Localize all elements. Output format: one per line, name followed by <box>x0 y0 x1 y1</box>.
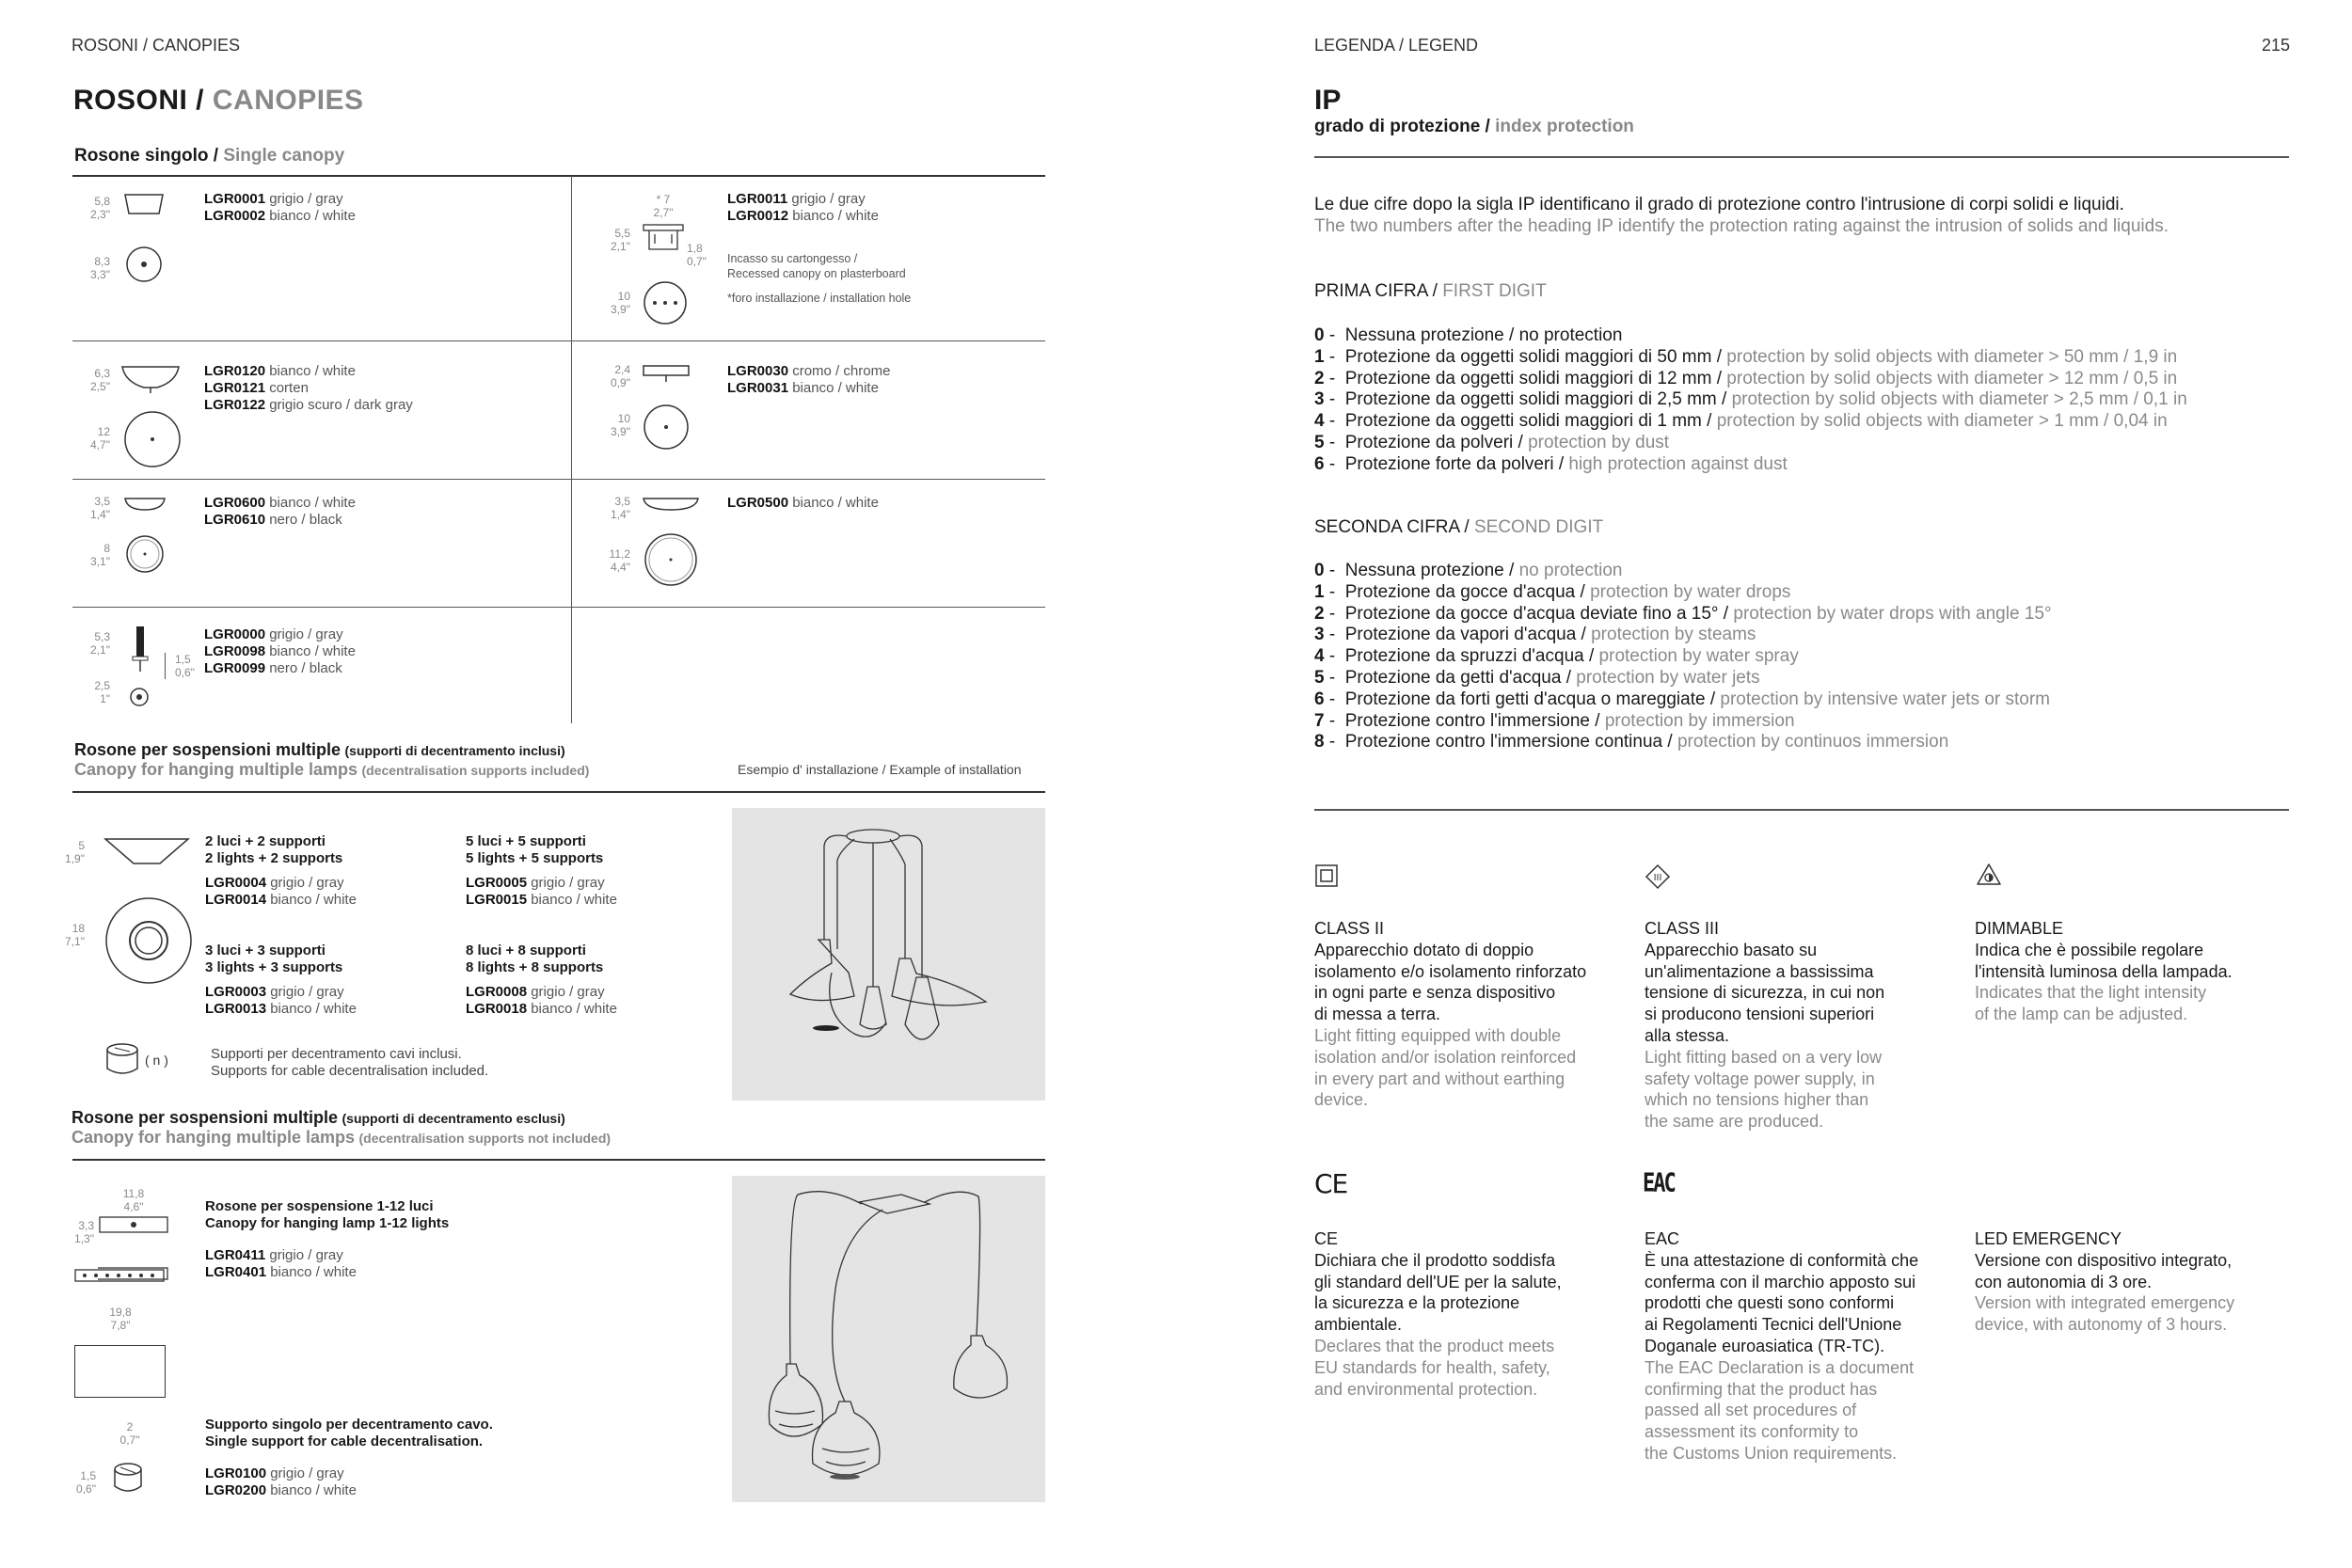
dim-diameter: 10 <box>617 412 630 425</box>
bar-canopy-top-drawing <box>73 1268 167 1285</box>
product-row: LGR0610 nero / black <box>204 512 342 528</box>
first-digit-row: 2 - Protezione da oggetti solidi maggiori di 12 mm / protection by solid objects with diameter > 12 mm / 0,5 in <box>1314 368 2178 388</box>
legend-en: Version with integrated emergency device, with autonomy of 3 hours. <box>1975 1293 2235 1335</box>
dim-height: 3,3 <box>78 1219 94 1232</box>
multi-excl-it-note: (supporti di decentramento esclusi) <box>342 1111 565 1126</box>
legend-en: Indicates that the light intensity of the lamp can be adjusted. <box>1975 983 2207 1024</box>
cell-lgr0001 <box>72 183 571 334</box>
product-row: LGR0030 cromo / chrome <box>727 363 891 379</box>
dim-side-in: 0,6" <box>175 666 195 679</box>
legend-title: LED EMERGENCY <box>1975 1229 2122 1248</box>
eac-icon: EAC <box>1643 1168 1675 1199</box>
dim-height-in: 2,3" <box>90 208 110 221</box>
canopy-side-drawing <box>119 363 182 395</box>
dim-height-in: 2,1" <box>90 643 110 657</box>
table-rule <box>72 479 1045 480</box>
cell-lgr0000 <box>72 619 571 722</box>
legend-title: CLASS II <box>1314 919 1385 938</box>
multi-excl-en-note: (decentralisation supports not included) <box>358 1131 612 1146</box>
multi-incl-it: Rosone per sospensioni multiple <box>74 740 342 759</box>
multi-excl-en: Canopy for hanging multiple lamps <box>72 1128 356 1147</box>
canopy-top-drawing <box>123 244 165 285</box>
table-rule <box>72 175 1045 177</box>
legend-en: Declares that the product meets EU standards for health, safety, and environmental protection. <box>1314 1336 1555 1399</box>
dim-height: 5 <box>78 839 85 852</box>
legend-it: Apparecchio dotato di doppio isolamento e/o isolamento rinforzato in ogni parte e senza dispositivo di messa a terra. <box>1314 940 1587 1024</box>
first-digit-row: 3 - Protezione da oggetti solidi maggiori di 2,5 mm / protection by solid objects with diameter > 2,5 mm / 0,1 in <box>1314 389 2187 410</box>
dim-height: 3,5 <box>614 495 630 508</box>
single-heading-en: Single canopy <box>223 146 345 166</box>
product-row: LGR0401 bianco / white <box>205 1264 357 1280</box>
canopy-top-drawing <box>121 408 183 470</box>
first-digit-list <box>1314 325 2187 476</box>
multi-excl-heading <box>72 1108 611 1148</box>
dim-height-in: 1,3" <box>74 1232 94 1245</box>
legend-title: CE <box>1314 1229 1339 1248</box>
section-rule <box>72 1159 1045 1161</box>
group-5-lights: 5 luci + 5 supporti 5 lights + 5 supports LGR0005 grigio / gray LGR0015 bianco / white <box>466 833 617 908</box>
product-row: LGR0099 nero / black <box>204 660 342 676</box>
dim-top-in: 2,7" <box>653 206 674 219</box>
class-ii-icon <box>1314 863 1339 888</box>
dim-diameter: 8,3 <box>94 255 110 268</box>
first-digit-row: 4 - Protezione da oggetti solidi maggiori di 1 mm / protection by solid objects with diameter > 1 mm / 0,04 in <box>1314 411 2168 432</box>
product-list <box>204 626 356 677</box>
product-list <box>727 191 879 225</box>
dim-diameter-in: 3,9" <box>611 425 630 438</box>
legend-it: Apparecchio basato su un'alimentazione a bassissima tensione di sicurezza, in cui non si producono tensioni superiori alla stessa. <box>1645 940 1885 1045</box>
dim-diameter-in: 3,1" <box>90 555 110 568</box>
multi-canopy-top-drawing <box>102 894 196 988</box>
canopy-side-drawing <box>121 191 167 217</box>
dim-height-in: 1,9" <box>65 852 85 865</box>
product-row: LGR0098 bianco / white <box>204 643 356 659</box>
second-digit-heading: SECONDA CIFRA / SECOND DIGIT <box>1314 517 1604 537</box>
canopy-side-drawing <box>121 495 168 515</box>
first-digit-row: 5 - Protezione da polveri / protection by dust <box>1314 432 1670 452</box>
dim-diameter: 2,5 <box>94 679 110 692</box>
second-digit-row: 1 - Protezione da gocce d'acqua / protection by water drops <box>1314 581 1791 602</box>
product-row: LGR0013 bianco / white <box>205 1001 357 1017</box>
product-row: LGR0014 bianco / white <box>205 892 357 908</box>
dim-width: 11,8 <box>122 1187 145 1200</box>
dim-diameter: 12 <box>97 425 110 438</box>
bar-pendant-illustration <box>732 1176 1045 1502</box>
ip-subtitle-it: grado di protezione / <box>1314 117 1490 136</box>
ce-icon: CE <box>1314 1168 1348 1199</box>
dim-height: 6,3 <box>94 367 110 380</box>
second-digit-row: 4 - Protezione da spruzzi d'acqua / protection by water spray <box>1314 646 1799 667</box>
class-iii-icon <box>1645 863 1671 890</box>
legend-ce <box>1314 1228 1625 1400</box>
bar-canopy-box <box>74 1345 166 1398</box>
first-digit-row: 1 - Protezione da oggetti solidi maggiori di 50 mm / protection by solid objects with diameter > 50 mm / 1,9 in <box>1314 346 2178 367</box>
legend-it: Dichiara che il prodotto soddisfa gli standard dell'UE per la salute, la sicurezza e la protezione ambientale. <box>1314 1250 1562 1335</box>
dim-diameter: 11,2 <box>609 547 630 561</box>
right-running-head: LEGENDA / LEGEND <box>1314 36 1479 55</box>
first-digit-row: 0 - Nessuna protezione / no protection <box>1314 325 1623 345</box>
canopy-side-drawing <box>121 625 159 673</box>
second-digit-row: 0 - Nessuna protezione / no protection <box>1314 561 1623 580</box>
dim-width-2: 19,8 <box>109 1306 132 1319</box>
n-label: ( n ) <box>145 1053 168 1068</box>
dim-height: 5,3 <box>94 630 110 643</box>
dim-height-in: 0,9" <box>611 376 630 389</box>
dim-support-width-in: 0,7" <box>119 1433 140 1447</box>
product-row: LGR0005 grigio / gray <box>466 875 605 891</box>
dim-height-in: 2,5" <box>90 380 110 393</box>
title-en: CANOPIES <box>212 85 364 116</box>
product-row: LGR0015 bianco / white <box>466 892 617 908</box>
ip-title: IP <box>1314 85 1342 116</box>
cell-lgr0600 <box>72 489 571 602</box>
single-canopy-heading <box>74 146 344 166</box>
dim-height: 2,4 <box>614 363 630 376</box>
product-row: LGR0011 grigio / gray <box>727 191 866 207</box>
multi-pendant-illustration <box>732 808 1045 1101</box>
left-page-title <box>73 85 364 117</box>
legend-class-iii <box>1645 918 1955 1132</box>
group-2-lights: 2 luci + 2 supporti 2 lights + 2 supports LGR0004 grigio / gray LGR0014 bianco / white <box>205 833 357 908</box>
product-row: LGR0012 bianco / white <box>727 208 879 224</box>
legend-rule <box>1314 809 2289 811</box>
legend-eac <box>1645 1228 1964 1465</box>
canopy-side-drawing <box>640 495 702 515</box>
dim-diameter-in: 4,7" <box>90 438 110 451</box>
dim-height: 3,5 <box>94 495 110 508</box>
ip-intro-it: Le due cifre dopo la sigla IP identificano il grado di protezione contro l'intrusione di corpi solidi e liquidi. <box>1314 195 2124 214</box>
multi-incl-it-note: (supporti di decentramento inclusi) <box>344 743 565 758</box>
multi-canopy-side-drawing <box>102 835 192 869</box>
dim-diameter-in: 1" <box>100 692 110 705</box>
group-3-lights: 3 luci + 3 supporti 3 lights + 3 supports LGR0003 grigio / gray LGR0013 bianco / white <box>205 942 357 1017</box>
legend-title: EAC <box>1645 1229 1680 1248</box>
product-row: LGR0122 grigio scuro / dark gray <box>204 397 413 413</box>
second-digit-row: 5 - Protezione da getti d'acqua / protection by water jets <box>1314 667 1760 688</box>
dim-height-in: 1,4" <box>90 508 110 521</box>
dim-diameter: 8 <box>103 542 110 555</box>
legend-title: DIMMABLE <box>1975 919 2064 938</box>
second-digit-row: 2 - Protezione da gocce d'acqua deviate fino a 15° / protection by water drops with angle 15° <box>1314 603 2052 624</box>
legend-en: The EAC Declaration is a document confirming that the product has passed all set procedures of assessment its conformity to the Customs Union requirements. <box>1645 1357 1915 1463</box>
product-row: LGR0411 grigio / gray <box>205 1247 343 1263</box>
svg-text:III: III <box>1653 873 1662 883</box>
dim-height-in: 1,4" <box>611 508 630 521</box>
section-rule <box>72 791 1045 793</box>
product-row: LGR0120 bianco / white <box>204 363 356 379</box>
dim-width-in: 4,6" <box>123 1200 144 1213</box>
canopy-top-drawing <box>642 531 700 589</box>
product-row: LGR0500 bianco / white <box>727 495 879 511</box>
dim-diameter: 10 <box>617 290 630 303</box>
cell-lgr0011 <box>572 183 1045 334</box>
dim-height-in: 2,1" <box>611 240 630 253</box>
bar-canopy-info: Rosone per sospensione 1-12 luci Canopy for hanging lamp 1-12 lights LGR0411 grigio / gray LGR0401 bianco / white <box>205 1198 450 1280</box>
recessed-note: Incasso su cartongesso / Recessed canopy on plasterboard *foro installazione / installation hole <box>727 252 912 305</box>
recessed-top-drawing <box>642 279 689 326</box>
dim-height: 5,8 <box>94 195 110 208</box>
first-digit-heading: PRIMA CIFRA / FIRST DIGIT <box>1314 281 1547 301</box>
legend-en: Light fitting based on a very low safety voltage power supply, in which no tensions higher than the same are produced. <box>1645 1047 1883 1132</box>
second-digit-row: 6 - Protezione da forti getti d'acqua o mareggiate / protection by intensive water jets or storm <box>1314 689 2050 709</box>
first-digit-row: 6 - Protezione forte da polveri / high protection against dust <box>1314 453 1788 474</box>
ip-subtitle-en: index protection <box>1495 117 1634 136</box>
single-support-drawing <box>109 1460 147 1497</box>
support-note: Supporti per decentramento cavi inclusi. Supports for cable decentralisation included. <box>211 1046 489 1079</box>
product-row: LGR0001 grigio / gray <box>204 191 343 207</box>
canopy-top-drawing <box>642 403 691 451</box>
canopy-side-drawing <box>640 363 692 386</box>
legend-it: Indica che è possibile regolare l'intensità luminosa della lampada. <box>1975 940 2233 981</box>
page-number: 215 <box>2262 36 2291 55</box>
dim-diameter-in: 7,1" <box>65 935 85 948</box>
legend-it: È una attestazione di conformità che conferma con il marchio apposto sui prodotti che questi sono conformi ai Regolamenti Tecnici dell'Unione Doganale euroasiatica (TR-TC). <box>1645 1250 1919 1355</box>
ip-intro-en: The two numbers after the heading IP identify the protection rating against the intrusion of solids and liquids. <box>1314 215 2169 236</box>
installation-example-photo-2 <box>732 1176 1045 1502</box>
dim-height: 5,5 <box>614 227 630 240</box>
recessed-canopy-drawing <box>640 221 687 255</box>
product-row: LGR0002 bianco / white <box>204 208 356 224</box>
cable-support-drawing <box>103 1040 145 1078</box>
product-row: LGR0000 grigio / gray <box>204 626 343 642</box>
multi-incl-en-note: (decentralisation supports included) <box>361 763 590 778</box>
dim-support-width: 2 <box>126 1420 134 1433</box>
product-row: LGR0018 bianco / white <box>466 1001 617 1017</box>
dim-diameter-in: 3,3" <box>90 268 110 281</box>
product-list <box>727 495 879 512</box>
dim-side-in: 0,7" <box>687 255 707 268</box>
product-row: LGR0008 grigio / gray <box>466 984 605 1000</box>
dim-top: * 7 <box>656 193 671 206</box>
legend-class-ii <box>1314 918 1625 1111</box>
ip-intro <box>1314 195 2169 238</box>
left-running-head: ROSONI / CANOPIES <box>72 36 241 55</box>
product-list <box>204 495 356 529</box>
single-heading-it: Rosone singolo / <box>74 146 219 166</box>
product-row: LGR0600 bianco / white <box>204 495 356 511</box>
product-row: LGR0031 bianco / white <box>727 380 879 396</box>
cell-lgr0500 <box>572 489 1045 602</box>
second-digit-list <box>1314 561 2052 753</box>
legend-it: Versione con dispositivo integrato, con autonomia di 3 ore. <box>1975 1250 2233 1291</box>
product-row: LGR0200 bianco / white <box>205 1482 357 1498</box>
product-row: LGR0100 grigio / gray <box>205 1465 344 1481</box>
title-it: ROSONI / <box>73 85 205 116</box>
dim-width-2-in: 7,8" <box>110 1319 131 1332</box>
product-list <box>727 363 890 397</box>
group-8-lights: 8 luci + 8 supporti 8 lights + 8 supports LGR0008 grigio / gray LGR0018 bianco / white <box>466 942 617 1017</box>
product-list <box>204 191 356 225</box>
legend-dimmable <box>1975 918 2285 1025</box>
ip-rule <box>1314 156 2289 158</box>
cell-lgr0030 <box>572 357 1045 475</box>
dim-side: 1,8 <box>687 242 703 255</box>
dim-support-height-in: 0,6" <box>76 1482 96 1496</box>
product-list <box>204 363 413 414</box>
cell-lgr0120 <box>72 357 571 475</box>
dim-diameter: 18 <box>72 922 85 935</box>
ip-subtitle <box>1314 117 1634 137</box>
second-digit-row: 7 - Protezione contro l'immersione / protection by immersion <box>1314 710 1795 731</box>
dim-support-height: 1,5 <box>80 1469 96 1482</box>
legend-led-emergency <box>1975 1228 2285 1336</box>
multi-incl-heading <box>74 740 589 780</box>
product-row: LGR0121 corten <box>204 380 309 396</box>
legend-title: CLASS III <box>1645 919 1720 938</box>
product-row: LGR0004 grigio / gray <box>205 875 344 891</box>
dim-side: 1,5 <box>175 653 191 666</box>
dim-diameter-in: 4,4" <box>611 561 630 574</box>
installation-example-photo <box>732 808 1045 1101</box>
single-support-info: Supporto singolo per decentramento cavo. Single support for cable decentralisation. LGR0100 grigio / gray LGR0200 bianco / white <box>205 1417 493 1498</box>
second-digit-row: 8 - Protezione contro l'immersione continua / protection by continuos immersion <box>1314 732 1949 752</box>
canopy-top-drawing <box>127 685 151 709</box>
legend-en: Light fitting equipped with double isolation and/or isolation reinforced in every part and without earthing device. <box>1314 1025 1577 1110</box>
product-row: LGR0003 grigio / gray <box>205 984 344 1000</box>
multi-incl-en: Canopy for hanging multiple lamps <box>74 760 358 779</box>
multi-excl-it: Rosone per sospensioni multiple <box>72 1108 339 1127</box>
example-label: Esempio d' installazione / Example of installation <box>738 762 1022 777</box>
table-rule <box>72 607 1045 608</box>
canopy-top-drawing <box>123 532 167 576</box>
dimmable-icon <box>1975 862 2003 890</box>
second-digit-row: 3 - Protezione da vapori d'acqua / protection by steams <box>1314 625 1756 645</box>
dim-diameter-in: 3,9" <box>611 303 630 316</box>
